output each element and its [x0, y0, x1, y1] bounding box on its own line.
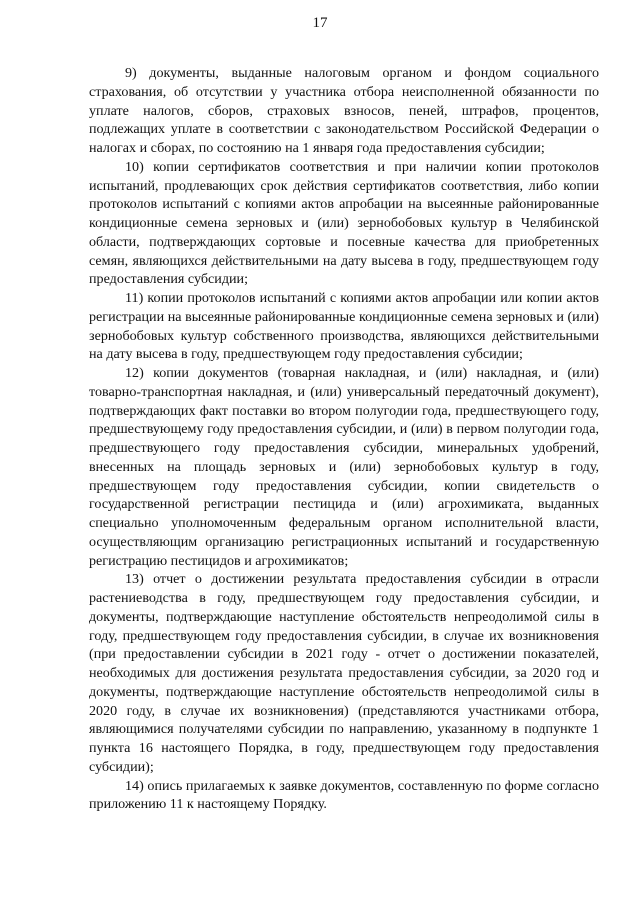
list-item-11: 11) копии протоколов испытаний с копиями актов апробации или копии актов регистрации на высеянные районированные кондиционные семена зерновых и (или) зернобобовых культур собственного производства, являющихся действительными на дату высева в году, предшествующем году предоставления субсидии; — [89, 290, 599, 363]
list-item-9: 9) документы, выданные налоговым органом и фондом социального страхования, об отсутствии у участника отбора неисполненной обязанности по уплате налогов, сборов, страховых взносов, пеней, штрафов, процентов, подлежащих уплате в соответствии с законодательством Российской Федерации о налогах и сборах, по состоянию на 1 января года предоставления субсидии; — [89, 65, 599, 156]
list-item-14: 14) опись прилагаемых к заявке документов, составленную по форме согласно приложению 11 к настоящему Порядку. — [89, 777, 599, 813]
list-item-13: 13) отчет о достижении результата предоставления субсидии в отрасли растениеводства в году, предшествующем году предоставления субсидии, и документы, подтверждающие наступление обстоятельств непреодолимой силы в году, предшествующем году предоставления субсидии, в случае их возникновения (при предоставлении субсидии в 2021 году - отчет о достижении показателей, необходимых для достижения результата предоставления субсидии, за 2020 год и документы, подтверждающие наступление обстоятельств непреодолимой силы в 2020 году, в случае их возникновения) (представляются участниками отбора, являющимися получателями субсидии по направлению, указанному в подпункте 1 пункта 16 настоящего Порядка, в году, предшествующем году предоставления субсидии); — [89, 571, 599, 775]
page-number: 17 — [312, 15, 328, 31]
list-item-12: 12) копии документов (товарная накладная, и (или) накладная, и (или) товарно-транспортная накладная, и (или) универсальный передаточный документ), подтверждающих факт поставки во втором полугодии года, предшествующего году, предшествующему году предоставления субсидии, и (или) в первом полугодии года, предшествующего году предоставления субсидии, минеральных удобрений, внесенных на площадь зерновых и (или) зернобобовых культур в году, предшествующем году предоставления субсидии, копии свидетельств о государственной регистрации пестицида и (или) агрохимиката, выданных специально уполномоченным федеральным органом исполнительной власти, осуществляющим организацию регистрационных испытаний и государственную регистрацию пестицидов и агрохимикатов; — [89, 365, 599, 569]
list-item-10: 10) копии сертификатов соответствия и при наличии копии протоколов испытаний, продлевающих срок действия сертификатов соответствия, либо копии протоколов испытаний с копиями актов апробации на высеянные районированные кондиционные семена зерновых и (или) зернобобовых культур в Челябинской области, подтверждающих сортовые и посевные качества для приобретенных семян, являющихся действительными на дату высева в году, предшествующем году предоставления субсидии; — [89, 158, 599, 288]
document-body — [89, 64, 599, 814]
